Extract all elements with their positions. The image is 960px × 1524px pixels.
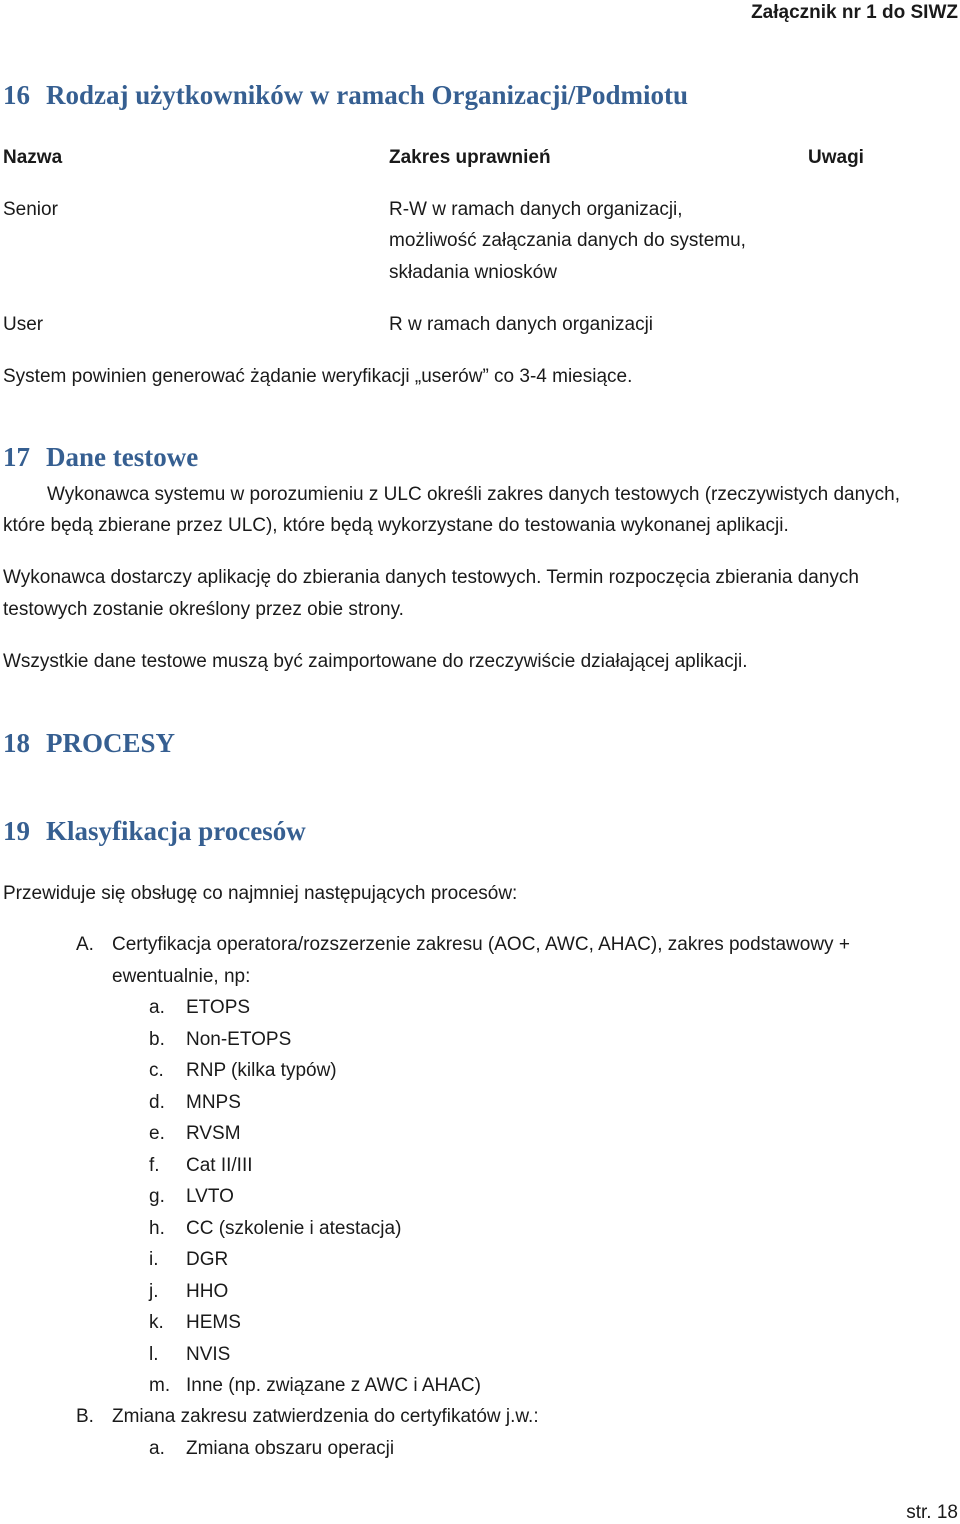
section-title: PROCESY: [46, 728, 176, 758]
process-intro: Przewiduje się obsługę co najmniej następujących procesów:: [3, 883, 518, 904]
page-number: str. 18: [906, 1502, 958, 1523]
section-title: Rodzaj użytkowników w ramach Organizacji/Podmiotu: [46, 80, 688, 110]
list-marker: B.: [76, 1406, 94, 1427]
section-19-heading: [3, 816, 306, 847]
sub-list-marker: b.: [149, 1028, 165, 1050]
section-title: Dane testowe: [46, 442, 199, 472]
table-row-scope-line: możliwość załączania danych do systemu,: [389, 230, 746, 251]
table-row-scope-line: R w ramach danych organizacji: [389, 314, 654, 335]
sub-list-marker: a.: [149, 1438, 165, 1459]
sub-list-marker: i.: [149, 1249, 159, 1270]
sub-list-marker: l.: [149, 1343, 159, 1365]
sub-list-marker: a.: [149, 997, 165, 1018]
list-marker: A.: [76, 934, 94, 955]
sub-list-text: Cat II/III: [186, 1154, 253, 1176]
table-row-scope-line: R-W w ramach danych organizacji,: [389, 199, 683, 220]
sub-list-marker: h.: [149, 1217, 165, 1239]
sub-list-text: RVSM: [186, 1123, 241, 1144]
sub-list-text: Inne (np. związane z AWC i AHAC): [186, 1375, 481, 1396]
sub-list-text: HHO: [186, 1280, 229, 1302]
sub-list-text: Zmiana obszaru operacji: [186, 1438, 395, 1459]
sub-list-text: CC (szkolenie i atestacja): [186, 1217, 402, 1239]
sub-list-text: LVTO: [186, 1186, 234, 1207]
table-header-name: Nazwa: [3, 147, 63, 168]
sub-list-marker: g.: [149, 1186, 165, 1207]
sub-list-marker: m.: [149, 1375, 171, 1396]
section-number: 19: [3, 816, 30, 846]
table-row-name: User: [3, 314, 44, 335]
verification-note: System powinien generować żądanie weryfikacji „userów” co 3-4 miesiące.: [3, 366, 633, 387]
paragraph-line: Wykonawca dostarczy aplikację do zbierania danych testowych. Termin rozpoczęcia zbierania danych: [3, 567, 859, 588]
sub-list-text: NVIS: [186, 1343, 231, 1365]
sub-list-marker: e.: [149, 1123, 165, 1144]
sub-list-marker: c.: [149, 1060, 164, 1081]
sub-list-marker: j.: [149, 1280, 159, 1302]
section-number: 17: [3, 442, 30, 472]
sub-list-marker: d.: [149, 1091, 165, 1113]
document-header-note: Załącznik nr 1 do SIWZ: [751, 2, 958, 23]
paragraph-line: Wszystkie dane testowe muszą być zaimportowane do rzeczywiście działającej aplikacji.: [3, 651, 748, 672]
section-number: 18: [3, 728, 30, 758]
section-18-heading: [3, 728, 175, 759]
paragraph-line: testowych zostanie określony przez obie strony.: [3, 599, 404, 620]
sub-list-text: MNPS: [186, 1091, 241, 1113]
section-number: 16: [3, 80, 30, 110]
list-item-text: Certyfikacja operatora/rozszerzenie zakresu (AOC, AWC, AHAC), zakres podstawowy +: [112, 934, 850, 955]
list-item-text-continued: ewentualnie, np:: [112, 966, 251, 987]
table-row-scope-line: składania wniosków: [389, 262, 557, 283]
list-item-text: Zmiana zakresu zatwierdzenia do certyfikatów j.w.:: [112, 1406, 539, 1427]
section-16-heading: [3, 80, 688, 111]
sub-list-text: Non-ETOPS: [186, 1028, 292, 1050]
paragraph-line: które będą zbierane przez ULC), które będą wykorzystane do testowania wykonanej aplikacji.: [3, 515, 789, 536]
paragraph-line: Wykonawca systemu w porozumieniu z ULC określi zakres danych testowych (rzeczywistych danych,: [47, 484, 901, 505]
sub-list-text: RNP (kilka typów): [186, 1060, 337, 1081]
table-header-notes: Uwagi: [808, 147, 864, 168]
section-title: Klasyfikacja procesów: [46, 816, 306, 846]
table-header-scope: Zakres uprawnień: [389, 147, 551, 168]
sub-list-marker: f.: [149, 1154, 160, 1176]
sub-list-text: HEMS: [186, 1312, 241, 1333]
sub-list-text: DGR: [186, 1249, 229, 1270]
sub-list-text: ETOPS: [186, 997, 251, 1018]
sub-list-marker: k.: [149, 1312, 164, 1333]
table-row-name: Senior: [3, 199, 58, 220]
section-17-heading: [3, 442, 198, 473]
